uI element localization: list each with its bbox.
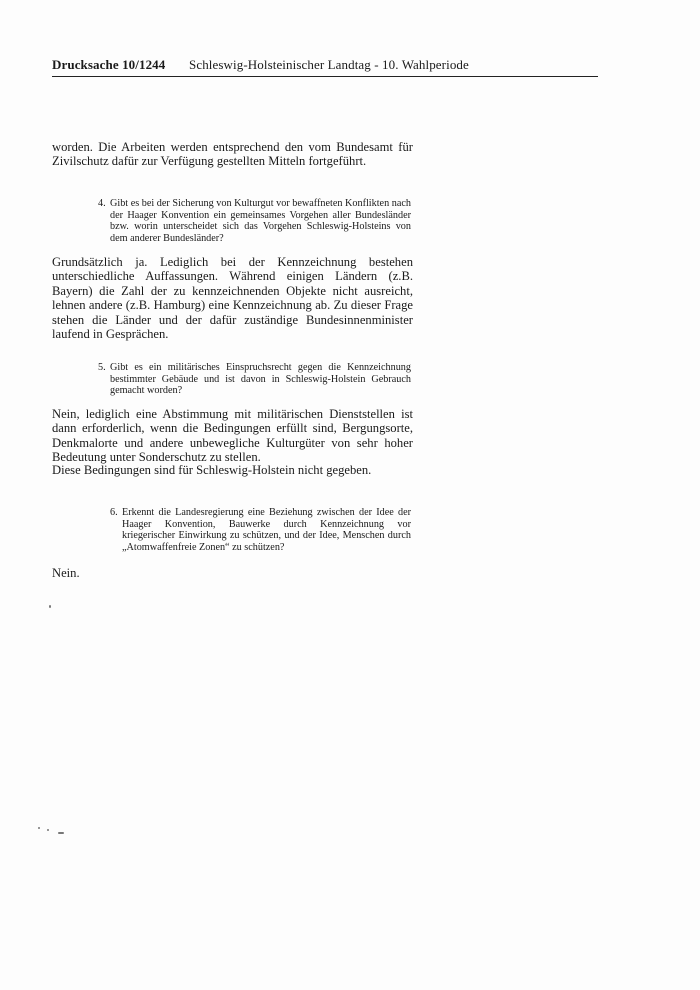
answer-6: Nein.: [52, 566, 80, 580]
answer-5-conclusion: Diese Bedingungen sind für Schleswig-Holstein nicht gegeben.: [52, 463, 372, 477]
answer-4: Grundsätzlich ja. Lediglich bei der Kennzeichnung bestehen unterschiedliche Auffassungen. Während einigen Ländern (z.B. Bayern) die Zahl der zu kennzeichnenden Objekte nicht ausreicht, lehnen andere (z.B. Hamburg) eine Kennzeichnung ab. Zu dieser Frage stehen die Länder und der dafür zuständige Bundesinnenminister laufend in Gesprächen.: [52, 255, 413, 342]
question-4: [98, 198, 411, 244]
question-text: Gibt es bei der Sicherung von Kulturgut vor bewaffneten Konflikten nach der Haager Konvention ein gemeinsames Vorgehen aller Bundesländer bzw. worin unterscheidet sich das Vorgehen Schleswig-Holsteins von dem anderer Bundesländer?: [110, 198, 411, 244]
scan-speck: [58, 832, 64, 834]
continuation-paragraph: worden. Die Arbeiten werden entsprechend den vom Bundesamt für Zivilschutz dafür zur Verfügung gestellten Mitteln fortgeführt.: [52, 140, 413, 169]
question-number: 6.: [110, 507, 118, 518]
question-text: Erkennt die Landesregierung eine Beziehung zwischen der Idee der Haager Konvention, Bauwerke durch Kennzeichnung vor kriegerischer Einwirkung zu schützen, und der Idee, Menschen durch „Atomwaffenfreie Zonen“ zu schützen?: [122, 507, 411, 553]
question-5: [98, 362, 411, 397]
scan-speck: [49, 605, 51, 608]
question-number: 4.: [98, 198, 106, 209]
header-title: Schleswig-Holsteinischer Landtag - 10. Wahlperiode: [189, 57, 469, 72]
scan-speck: [47, 829, 49, 831]
question-6: [110, 507, 411, 553]
question-text: Gibt es ein militärisches Einspruchsrecht gegen die Kennzeichnung bestimmter Gebäude und ist davon in Schleswig-Holstein Gebrauch gemacht worden?: [110, 362, 411, 397]
document-number: Drucksache 10/1244: [52, 57, 166, 72]
question-number: 5.: [98, 362, 106, 373]
scan-speck: [38, 827, 40, 829]
answer-5: Nein, lediglich eine Abstimmung mit militärischen Dienststellen ist dann erforderlich, wenn die Bedingungen erfüllt sind, Bergungsorte, Denkmalorte und andere unbewegliche Kulturgüter von sehr hoher Bedeutung unter Sonderschutz zu stellen.: [52, 407, 413, 465]
page-header: [52, 56, 598, 77]
